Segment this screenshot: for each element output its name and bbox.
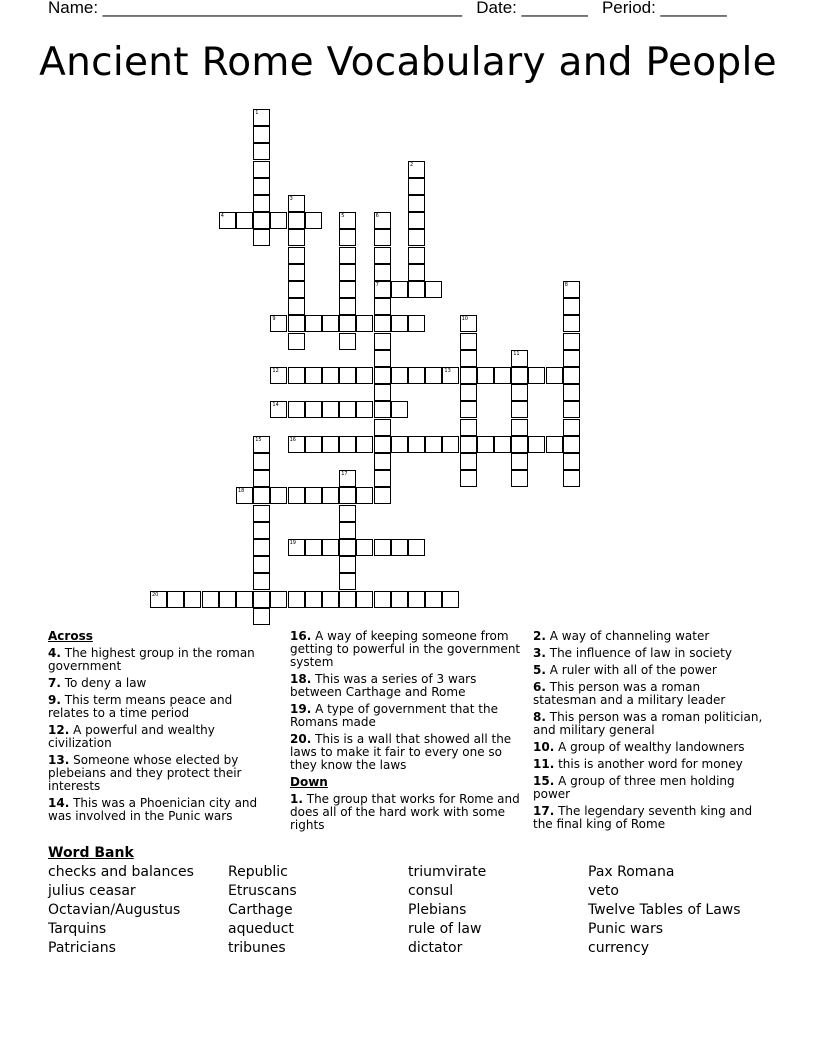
crossword-cell[interactable] [563, 367, 580, 384]
clue-number-label: 2. [533, 629, 546, 643]
crossword-cell[interactable] [288, 212, 305, 229]
page-title: Ancient Rome Vocabulary and People [39, 40, 777, 85]
crossword-cell[interactable] [460, 384, 477, 401]
crossword-cell[interactable] [236, 212, 253, 229]
clue-number: 7 [375, 282, 379, 288]
crossword-cell[interactable] [288, 264, 305, 281]
crossword-cell[interactable] [219, 212, 236, 229]
crossword-cell[interactable] [460, 470, 477, 487]
word-bank-heading: Word Bank [48, 845, 134, 861]
crossword-cell[interactable] [253, 505, 270, 522]
clue-number-label: 3. [533, 646, 546, 660]
crossword-cell[interactable] [339, 591, 356, 608]
clue-number: 14 [272, 402, 279, 409]
crossword-cell[interactable] [356, 539, 373, 556]
clue-text: A way of keeping someone from getting to powerful in the government system [290, 629, 521, 669]
clue-number: 8 [564, 282, 568, 288]
crossword-cell[interactable] [425, 591, 442, 608]
crossword-cell[interactable] [477, 436, 494, 453]
word-bank-item: Octavian/Augustus [48, 902, 181, 918]
word-bank-item: Carthage [228, 902, 293, 918]
across-clue [48, 724, 273, 750]
crossword-cell[interactable] [322, 401, 339, 418]
word-bank-item: veto [588, 883, 619, 899]
word-bank [48, 863, 768, 958]
crossword-cell[interactable] [374, 298, 391, 315]
clue-number-label: 10. [533, 740, 555, 754]
crossword-cell[interactable] [253, 470, 270, 487]
crossword-cell[interactable] [322, 539, 339, 556]
clue-number-label: 8. [533, 710, 546, 724]
crossword-cell[interactable] [270, 212, 287, 229]
crossword-cell[interactable] [563, 350, 580, 367]
crossword-cell[interactable] [253, 591, 270, 608]
crossword-cell[interactable] [339, 436, 356, 453]
crossword-cell[interactable] [563, 333, 580, 350]
crossword-cell[interactable] [460, 436, 477, 453]
crossword-cell[interactable] [236, 591, 253, 608]
crossword-cell[interactable] [322, 591, 339, 608]
crossword-cell[interactable] [374, 539, 391, 556]
crossword-cell[interactable] [356, 487, 373, 504]
clue-number: 9 [272, 316, 276, 323]
crossword-cell[interactable] [374, 401, 391, 418]
clue-number-label: 19. [290, 702, 312, 716]
word-bank-item: checks and balances [48, 864, 194, 880]
crossword-cell[interactable] [339, 212, 356, 229]
crossword-cell[interactable] [511, 419, 528, 436]
crossword-cell[interactable] [460, 453, 477, 470]
crossword-cell[interactable] [339, 522, 356, 539]
crossword-cell[interactable] [391, 367, 408, 384]
crossword-cell[interactable] [374, 264, 391, 281]
crossword-cell[interactable] [460, 333, 477, 350]
crossword-cell[interactable] [528, 367, 545, 384]
word-bank-item: julius ceasar [48, 883, 136, 899]
crossword-cell[interactable] [374, 247, 391, 264]
crossword-cell[interactable] [339, 264, 356, 281]
crossword-cell[interactable] [408, 195, 425, 212]
crossword-cell[interactable] [391, 281, 408, 298]
crossword-cell[interactable] [408, 281, 425, 298]
name-field-label[interactable]: Name: ______________________________________ [48, 0, 463, 17]
clue-number: 11 [513, 350, 520, 357]
word-bank-item: Twelve Tables of Laws [588, 902, 741, 918]
crossword-cell[interactable] [391, 539, 408, 556]
across-clue [290, 673, 525, 699]
down-clue [533, 741, 763, 754]
crossword-cell[interactable] [408, 539, 425, 556]
crossword-cell[interactable] [442, 436, 459, 453]
clue-text: This was a series of 3 wars between Carthage and Rome [290, 672, 477, 699]
crossword-cell[interactable] [339, 367, 356, 384]
crossword-cell[interactable] [253, 436, 270, 453]
crossword-cell[interactable] [408, 247, 425, 264]
clue-text: This person was a roman politician, and military general [533, 710, 763, 737]
crossword-cell[interactable] [563, 315, 580, 332]
across-heading: Across [48, 629, 93, 643]
crossword-cell[interactable] [253, 487, 270, 504]
down-heading: Down [290, 775, 328, 789]
crossword-cell[interactable] [528, 436, 545, 453]
crossword-cell[interactable] [270, 401, 287, 418]
clue-text: A type of government that the Romans made [290, 702, 498, 729]
crossword-cell[interactable] [288, 315, 305, 332]
crossword-cell[interactable] [494, 367, 511, 384]
clue-text: Someone whose elected by plebeians and they protect their interests [48, 753, 242, 793]
crossword-cell[interactable] [460, 350, 477, 367]
crossword-cell[interactable] [374, 281, 391, 298]
crossword-cell[interactable] [425, 281, 442, 298]
clue-number: 18 [238, 488, 245, 495]
crossword-cell[interactable] [339, 539, 356, 556]
crossword-cell[interactable] [408, 229, 425, 246]
clue-number: 2 [410, 161, 414, 168]
word-bank-item: dictator [408, 940, 463, 956]
clue-number-label: 13. [48, 753, 70, 767]
word-bank-item: Pax Romana [588, 864, 675, 880]
crossword-cell[interactable] [460, 367, 477, 384]
crossword-cell[interactable] [253, 178, 270, 195]
crossword-cell[interactable] [374, 591, 391, 608]
word-bank-item: Etruscans [228, 883, 297, 899]
crossword-cell[interactable] [374, 453, 391, 470]
clue-text: To deny a law [60, 676, 147, 690]
crossword-cell[interactable] [374, 470, 391, 487]
crossword-cell[interactable] [563, 453, 580, 470]
date-field-label[interactable]: Date: _______ [476, 0, 588, 17]
crossword-cell[interactable] [460, 315, 477, 332]
crossword-cell[interactable] [374, 367, 391, 384]
crossword-cell[interactable] [408, 436, 425, 453]
crossword-cell[interactable] [322, 487, 339, 504]
crossword-cell[interactable] [305, 367, 322, 384]
crossword-cell[interactable] [374, 333, 391, 350]
clue-text: This was a Phoenician city and was involved in the Punic wars [48, 796, 258, 823]
crossword-cell[interactable] [494, 436, 511, 453]
crossword-cell[interactable] [408, 161, 425, 178]
crossword-cell[interactable] [253, 143, 270, 160]
crossword-cell[interactable] [339, 573, 356, 590]
crossword-cell[interactable] [356, 591, 373, 608]
crossword-cell[interactable] [253, 212, 270, 229]
clue-number-label: 4. [48, 646, 61, 660]
clue-text: A powerful and wealthy civilization [48, 723, 215, 750]
word-bank-item: Tarquins [48, 921, 107, 937]
crossword-cell[interactable] [253, 109, 270, 126]
crossword-cell[interactable] [236, 487, 253, 504]
crossword-cell[interactable] [356, 401, 373, 418]
crossword-cell[interactable] [253, 229, 270, 246]
crossword-cell[interactable] [563, 298, 580, 315]
crossword-cell[interactable] [270, 591, 287, 608]
crossword-cell[interactable] [477, 367, 494, 384]
clue-text: This is a wall that showed all the laws to make it fair to every one so they know the laws [290, 732, 512, 772]
clue-text: This term means peace and relates to a time period [48, 693, 233, 720]
crossword-cell[interactable] [305, 315, 322, 332]
crossword-cell[interactable] [374, 229, 391, 246]
word-bank-item: tribunes [228, 940, 286, 956]
clue-number-label: 15. [533, 774, 555, 788]
clue-number-label: 1. [290, 792, 303, 806]
crossword-cell[interactable] [460, 401, 477, 418]
crossword-cell[interactable] [288, 436, 305, 453]
word-bank-item: aqueduct [228, 921, 294, 937]
clue-number: 4 [220, 213, 224, 220]
crossword-cell[interactable] [408, 315, 425, 332]
crossword-cell[interactable] [442, 367, 459, 384]
clues-column-1 [48, 630, 273, 827]
crossword-cell[interactable] [511, 470, 528, 487]
crossword-cell[interactable] [374, 350, 391, 367]
crossword-cell[interactable] [546, 367, 563, 384]
clue-number-label: 7. [48, 676, 61, 690]
crossword-cell[interactable] [253, 161, 270, 178]
across-clue [290, 733, 525, 772]
clue-text: The highest group in the roman government [48, 646, 255, 673]
clue-number: 10 [461, 316, 468, 323]
crossword-cell[interactable] [288, 281, 305, 298]
crossword-cell[interactable] [288, 401, 305, 418]
crossword-cell[interactable] [202, 591, 219, 608]
crossword-cell[interactable] [288, 229, 305, 246]
clue-number-label: 12. [48, 723, 70, 737]
crossword-cell[interactable] [339, 333, 356, 350]
crossword-cell[interactable] [374, 212, 391, 229]
crossword-cell[interactable] [322, 315, 339, 332]
clue-text: The legendary seventh king and the final king of Rome [533, 804, 753, 831]
clue-number: 3 [289, 196, 293, 202]
crossword-cell[interactable] [374, 436, 391, 453]
crossword-cell[interactable] [356, 367, 373, 384]
crossword-cell[interactable] [288, 247, 305, 264]
crossword-cell[interactable] [563, 401, 580, 418]
crossword-cell[interactable] [150, 591, 167, 608]
crossword-cell[interactable] [339, 298, 356, 315]
word-bank-item: consul [408, 883, 454, 899]
crossword-cell[interactable] [391, 401, 408, 418]
crossword-cell[interactable] [408, 178, 425, 195]
down-clue [533, 630, 763, 643]
crossword-cell[interactable] [391, 591, 408, 608]
clue-number-label: 16. [290, 629, 312, 643]
crossword-cell[interactable] [288, 195, 305, 212]
crossword-cell[interactable] [460, 419, 477, 436]
across-clue [48, 677, 273, 690]
crossword-cell[interactable] [374, 384, 391, 401]
clue-number-label: 11. [533, 757, 555, 771]
period-field-label[interactable]: Period: _______ [601, 0, 727, 17]
crossword-cell[interactable] [563, 419, 580, 436]
crossword-cell[interactable] [563, 384, 580, 401]
crossword-cell[interactable] [356, 436, 373, 453]
across-clue [48, 694, 273, 720]
crossword-cell[interactable] [305, 487, 322, 504]
crossword-cell[interactable] [563, 470, 580, 487]
down-clue [533, 775, 763, 801]
crossword-cell[interactable] [425, 436, 442, 453]
clue-number: 15 [255, 436, 262, 443]
clue-number-label: 9. [48, 693, 61, 707]
crossword-cell[interactable] [253, 126, 270, 143]
word-bank-item: Punic wars [588, 921, 664, 937]
crossword-cell[interactable] [305, 436, 322, 453]
crossword-cell[interactable] [253, 556, 270, 573]
clue-number: 13 [444, 368, 451, 374]
clue-number: 5 [341, 213, 345, 220]
down-clue [290, 793, 525, 832]
clue-text: A group of wealthy landowners [554, 740, 745, 754]
clue-number: 6 [375, 213, 379, 220]
crossword-cell[interactable] [339, 281, 356, 298]
crossword-cell[interactable] [288, 298, 305, 315]
crossword-cell[interactable] [339, 401, 356, 418]
crossword-cell[interactable] [374, 419, 391, 436]
crossword-cell[interactable] [288, 591, 305, 608]
word-bank-item: Patricians [48, 940, 116, 956]
across-clue [48, 797, 273, 823]
clues-column-3 [533, 630, 763, 835]
crossword-cell[interactable] [374, 487, 391, 504]
crossword-cell[interactable] [511, 436, 528, 453]
clue-number-label: 14. [48, 796, 70, 810]
crossword-cell[interactable] [253, 195, 270, 212]
crossword-cell[interactable] [322, 436, 339, 453]
across-clue [48, 754, 273, 793]
word-bank-item: rule of law [408, 921, 482, 937]
crossword-cell[interactable] [339, 556, 356, 573]
crossword-cell[interactable] [270, 487, 287, 504]
word-bank-item: triumvirate [408, 864, 487, 880]
clue-text: This person was a roman statesman and a military leader [533, 680, 726, 707]
crossword-cell[interactable] [305, 401, 322, 418]
clue-number-label: 6. [533, 680, 546, 694]
crossword-cell[interactable] [288, 487, 305, 504]
down-clue [533, 805, 763, 831]
clue-text: A way of channeling water [545, 629, 710, 643]
crossword-cell[interactable] [339, 229, 356, 246]
crossword-cell[interactable] [253, 573, 270, 590]
crossword-cell[interactable] [391, 436, 408, 453]
crossword-cell[interactable] [253, 453, 270, 470]
crossword-cell[interactable] [322, 367, 339, 384]
clue-text: The group that works for Rome and does all of the hard work with some rights [290, 792, 520, 832]
clue-number-label: 17. [533, 804, 555, 818]
crossword-cell[interactable] [270, 315, 287, 332]
crossword-cell[interactable] [408, 367, 425, 384]
crossword-cell[interactable] [511, 367, 528, 384]
crossword-cell[interactable] [305, 539, 322, 556]
crossword-cell[interactable] [339, 247, 356, 264]
crossword-cell[interactable] [442, 591, 459, 608]
crossword-cell[interactable] [356, 315, 373, 332]
crossword-cell[interactable] [511, 453, 528, 470]
clues-column-2 [290, 630, 525, 836]
clue-number-label: 18. [290, 672, 312, 686]
crossword-cell[interactable] [253, 608, 270, 625]
crossword-cell[interactable] [339, 487, 356, 504]
crossword-cell[interactable] [511, 384, 528, 401]
crossword-cell[interactable] [184, 591, 201, 608]
crossword-cell[interactable] [546, 436, 563, 453]
across-clue [290, 630, 525, 669]
name-date-period-line [48, 0, 727, 18]
crossword-cell[interactable] [563, 281, 580, 298]
crossword-cell[interactable] [511, 350, 528, 367]
crossword-cell[interactable] [408, 591, 425, 608]
word-bank-item: currency [588, 940, 649, 956]
crossword-cell[interactable] [425, 367, 442, 384]
down-clue [533, 681, 763, 707]
crossword-cell[interactable] [288, 539, 305, 556]
down-clue [533, 758, 763, 771]
word-bank-item: Plebians [408, 902, 467, 918]
crossword-cell[interactable] [288, 333, 305, 350]
crossword-cell[interactable] [339, 315, 356, 332]
crossword-cell[interactable] [167, 591, 184, 608]
clue-text: A ruler with all of the power [545, 663, 717, 677]
clue-text: The influence of law in society [545, 646, 732, 660]
crossword-cell[interactable] [339, 470, 356, 487]
crossword-cell[interactable] [391, 315, 408, 332]
crossword-cell[interactable] [305, 591, 322, 608]
crossword-cell[interactable] [374, 315, 391, 332]
down-clue [533, 647, 763, 660]
clue-number: 12 [272, 368, 279, 374]
crossword-cell[interactable] [253, 539, 270, 556]
clue-number: 19 [289, 540, 296, 546]
across-clue [48, 647, 273, 673]
clue-number-label: 5. [533, 663, 546, 677]
crossword-cell[interactable] [253, 522, 270, 539]
crossword-cell[interactable] [511, 401, 528, 418]
crossword-cell[interactable] [288, 367, 305, 384]
crossword-cell[interactable] [305, 212, 322, 229]
crossword-cell[interactable] [408, 212, 425, 229]
clue-number-label: 20. [290, 732, 312, 746]
down-clue [533, 711, 763, 737]
across-clue [290, 703, 525, 729]
crossword-cell[interactable] [339, 505, 356, 522]
clue-number: 1 [255, 110, 259, 116]
clue-number: 17 [341, 471, 348, 478]
clue-text: A group of three men holding power [533, 774, 735, 801]
clue-number: 20 [152, 591, 159, 598]
crossword-cell[interactable] [219, 591, 236, 608]
crossword-cell[interactable] [270, 367, 287, 384]
crossword-cell[interactable] [563, 436, 580, 453]
down-clue [533, 664, 763, 677]
crossword-cell[interactable] [408, 264, 425, 281]
word-bank-item: Republic [228, 864, 288, 880]
clue-number: 16 [289, 436, 296, 443]
clue-text: this is another word for money [554, 757, 743, 771]
